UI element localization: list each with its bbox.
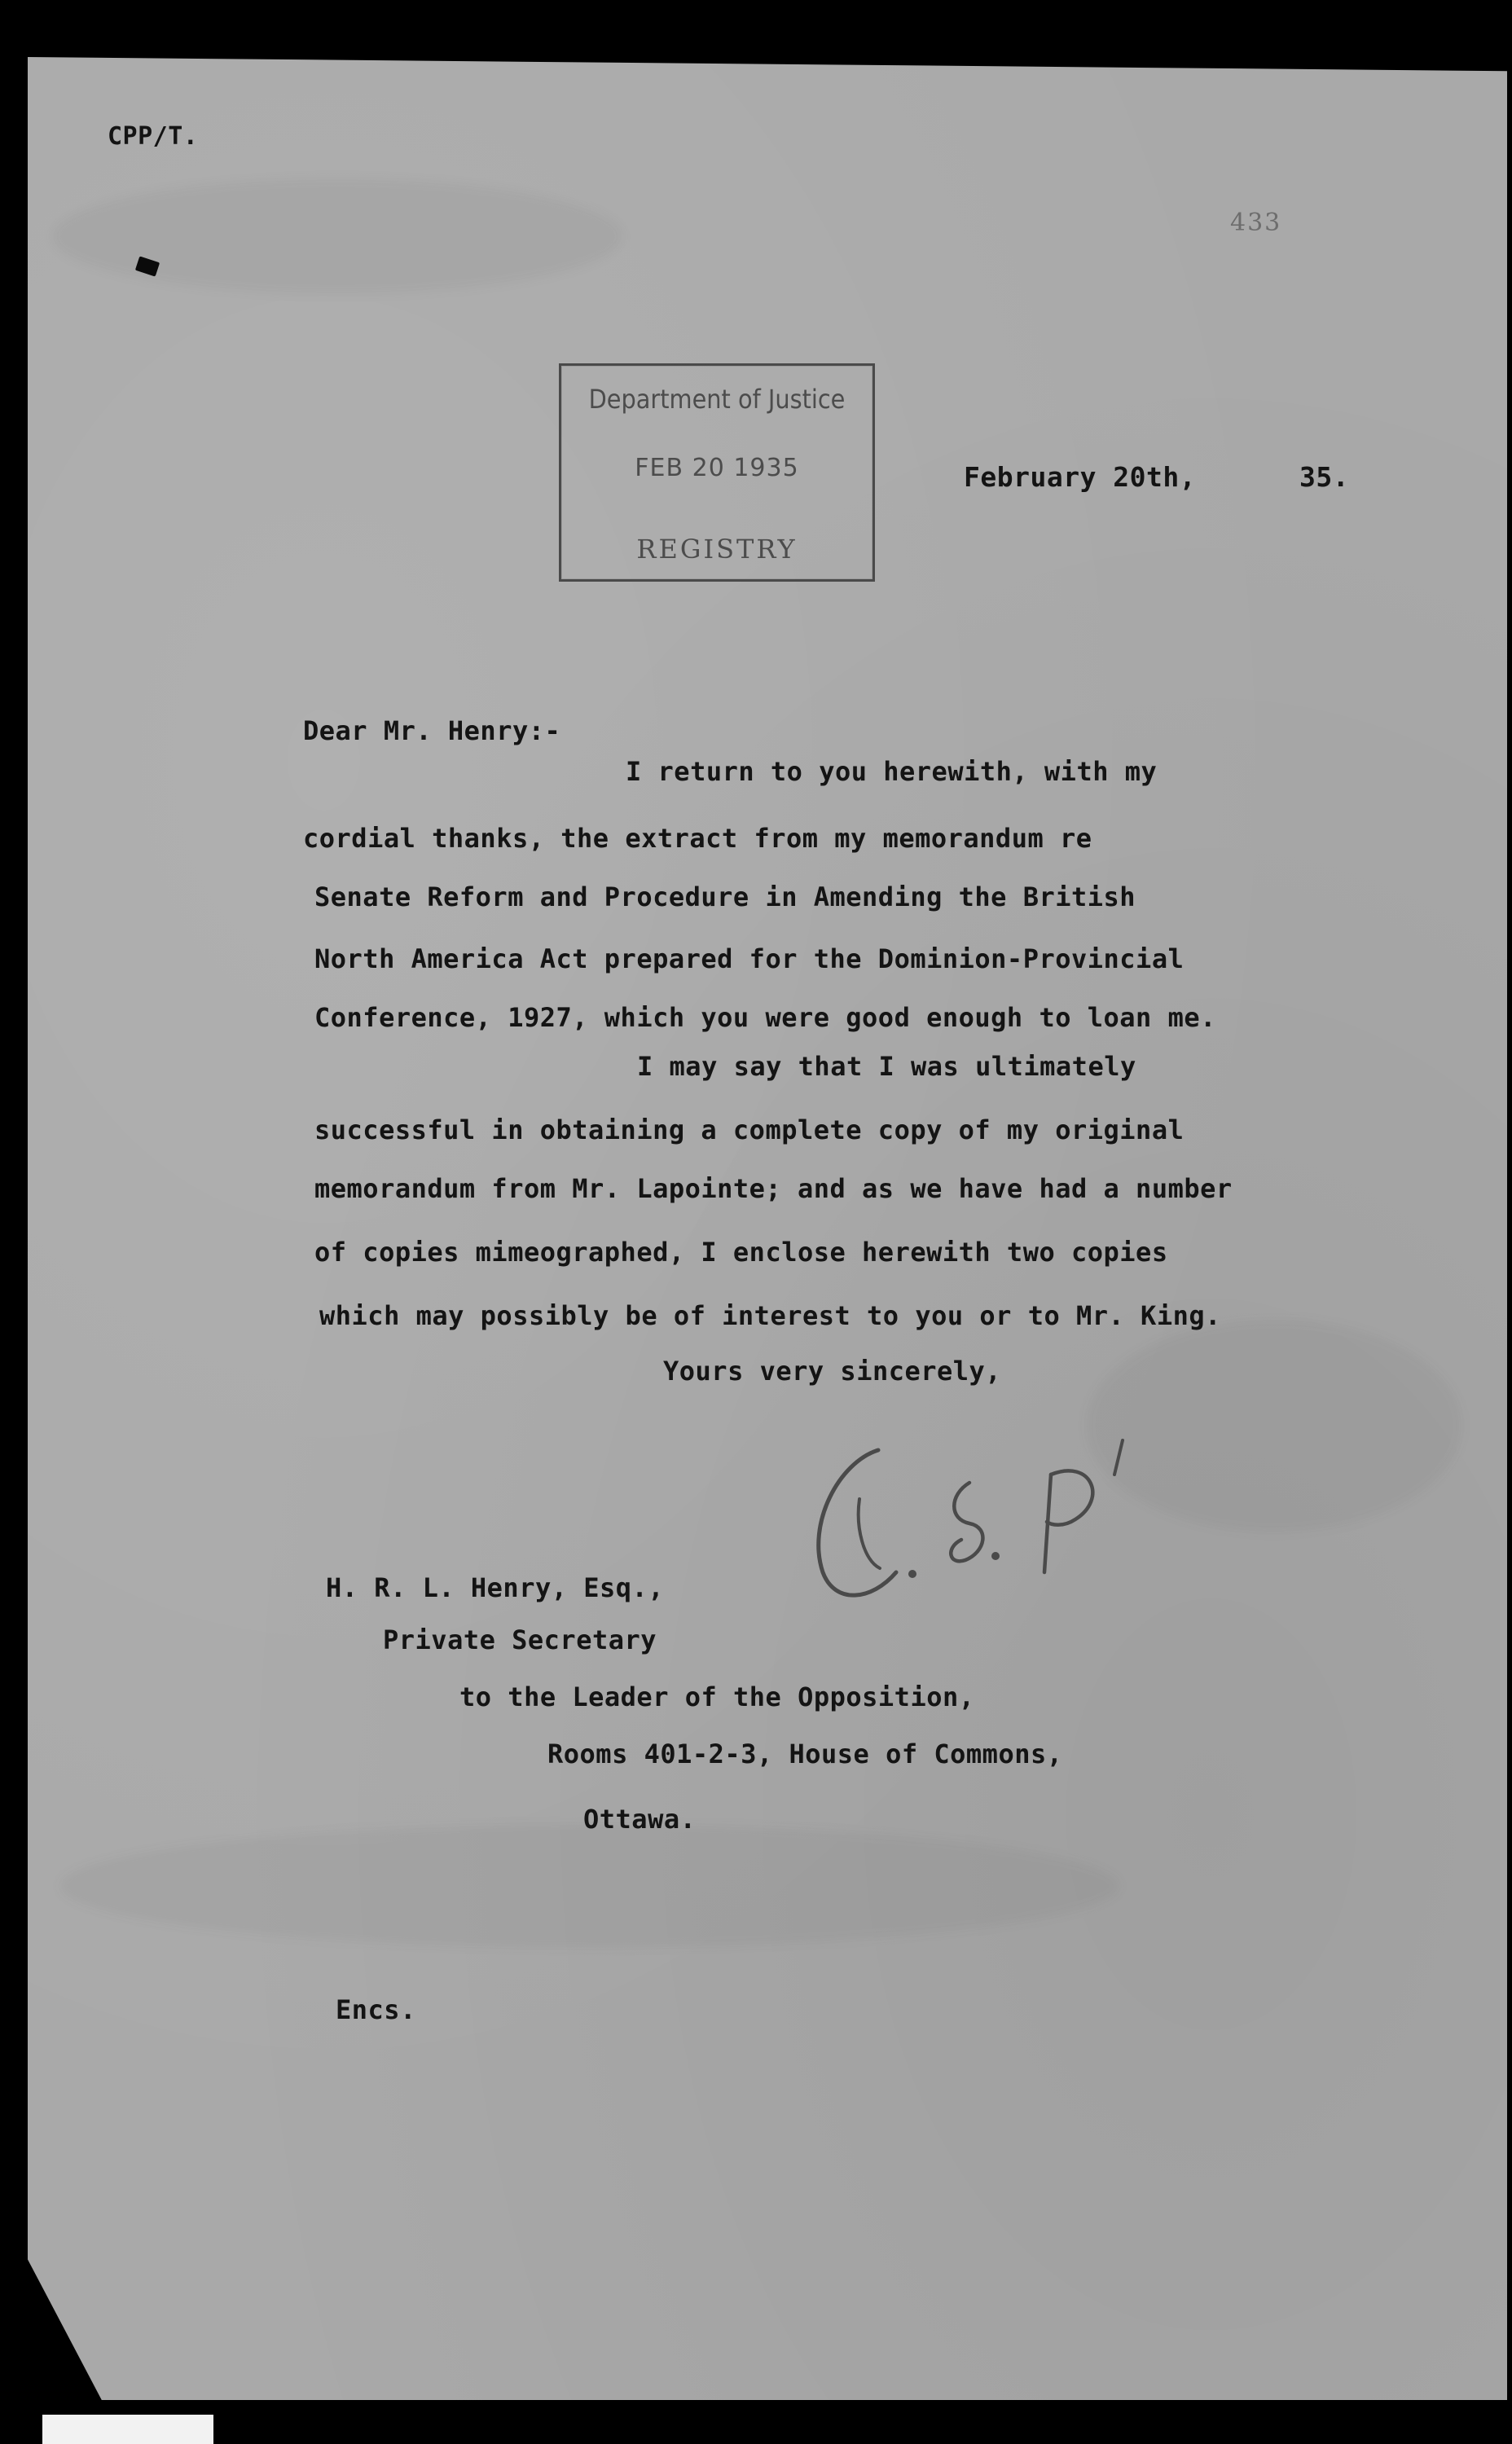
body-line: memorandum from Mr. Lapointe; and as we have had a number: [314, 1173, 1233, 1204]
body-line: successful in obtaining a complete copy of my original: [314, 1114, 1185, 1145]
file-reference: CPP/T.: [108, 122, 199, 151]
enclosures-note: Encs.: [336, 1994, 416, 2025]
body-line: I return to you herewith, with my: [626, 756, 1158, 787]
letter-date: February 20th,: [964, 461, 1197, 493]
body-line: Conference, 1927, which you were good enough to loan me.: [314, 1002, 1216, 1033]
stamp-date: FEB 20 1935: [635, 454, 799, 482]
body-line: I may say that I was ultimately: [637, 1051, 1136, 1082]
salutation: Dear Mr. Henry:-: [303, 715, 561, 746]
body-line: of copies mimeographed, I enclose herewith two copies: [314, 1237, 1168, 1268]
body-line: North America Act prepared for the Dominion-Provincial: [314, 943, 1185, 974]
smudge: [52, 179, 622, 293]
stamp-label: REGISTRY: [636, 534, 798, 565]
microfilm-label: [42, 2415, 213, 2444]
address-line: Ottawa.: [583, 1804, 697, 1835]
body-line: which may possibly be of interest to you or to Mr. King.: [319, 1300, 1221, 1331]
handwritten-signature: [782, 1385, 1206, 1629]
stamp-department: Department of Justice: [588, 384, 846, 415]
page-number: 433: [1230, 209, 1282, 237]
letter-year: 35.: [1299, 461, 1350, 493]
address-line: H. R. L. Henry, Esq.,: [326, 1572, 665, 1603]
body-line: Senate Reform and Procedure in Amending the British: [314, 881, 1136, 912]
address-line: to the Leader of the Opposition,: [459, 1681, 975, 1712]
registry-stamp: [559, 363, 875, 582]
smudge: [60, 1825, 1119, 1947]
address-line: Private Secretary: [383, 1624, 657, 1655]
closing: Yours very sincerely,: [663, 1356, 1002, 1387]
body-line: cordial thanks, the extract from my memorandum re: [303, 823, 1092, 854]
address-line: Rooms 401-2-3, House of Commons,: [547, 1738, 1063, 1769]
